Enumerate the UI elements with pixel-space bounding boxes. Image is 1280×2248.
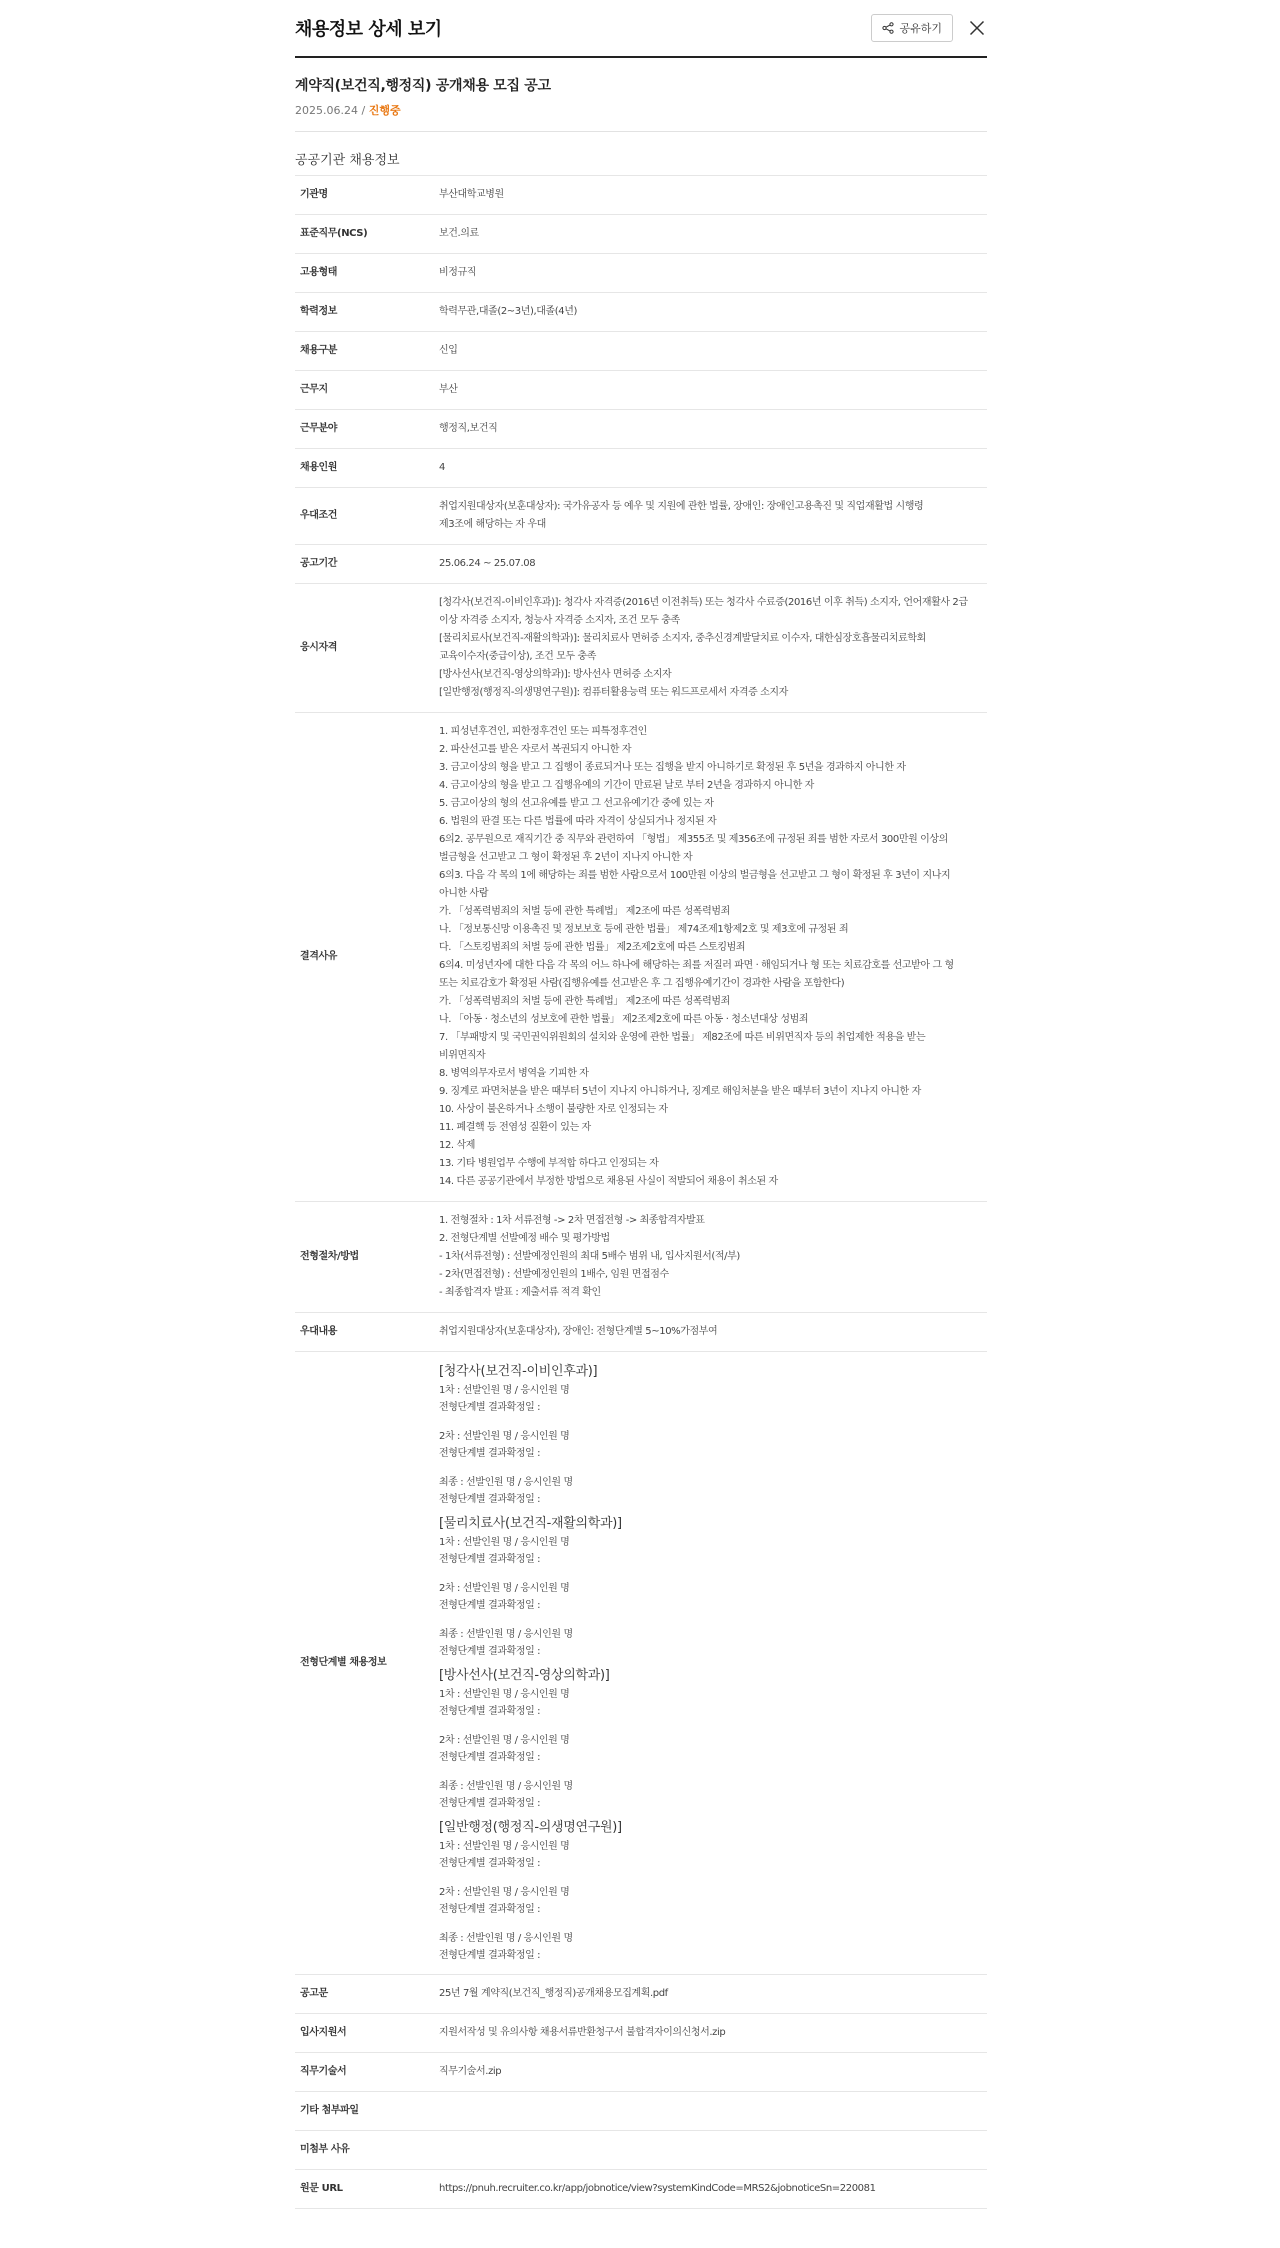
text-line: [물리치료사(보건직-재활의학과)]: 물리치료사 면허증 소지자, 중추신경계발달치료 이수자, 대한심장호흡물리치료학회 (439, 633, 926, 644)
text-line: 아니한 사람 (439, 888, 489, 899)
row-org (295, 176, 987, 215)
text-line: 6의2. 공무원으로 재직기간 중 직무와 관련하여 「형법」 제355조 및 제356조에 규정된 죄를 범한 자로서 300만원 이상의 (439, 834, 948, 845)
row-value: 4 (438, 449, 987, 488)
stage-step-text: 2차 : 선발인원 명 / 응시인원 명 (439, 1583, 570, 1594)
share-label: 공유하기 (899, 22, 942, 35)
text-line: 비위면직자 (439, 1050, 486, 1061)
row-label: 채용구분 (295, 332, 438, 371)
stage-step-text: 전형단계별 결과확정일 : (439, 1646, 541, 1657)
detail-panel (295, 0, 987, 2209)
stage-step-text: 1차 : 선발인원 명 / 응시인원 명 (439, 1841, 570, 1852)
row-label: 직무기술서 (295, 2053, 438, 2092)
row-label: 결격사유 (295, 713, 438, 1202)
text-line: 나. 「정보통신망 이용촉진 및 정보보호 등에 관한 법률」 제74조제1항제2호 및 제3호에 규정된 죄 (439, 924, 849, 935)
row-label: 기타 첨부파일 (295, 2092, 438, 2131)
row-notice-file (295, 1975, 987, 2014)
stage-step-text: 전형단계별 결과확정일 : (439, 1752, 541, 1763)
text-line: 이상 자격증 소지자, 청능사 자격증 소지자, 조건 모두 충족 (439, 615, 680, 626)
row-label: 근무지 (295, 371, 438, 410)
text-line: 5. 금고이상의 형의 선고유예를 받고 그 선고유예기간 중에 있는 자 (439, 798, 714, 809)
stage-heading: [청각사(보건직-이비인후과)] (439, 1364, 598, 1379)
row-value (438, 2092, 987, 2131)
stage-step-text: 1차 : 선발인원 명 / 응시인원 명 (439, 1689, 570, 1700)
text-line: 6의3. 다음 각 목의 1에 해당하는 죄를 범한 사람으로서 100만원 이상의 벌금형을 선고받고 그 형이 확정된 후 3년이 지나지 (439, 870, 951, 881)
stage-step-text: 최종 : 선발인원 명 / 응시인원 명 (439, 1629, 573, 1640)
close-icon (969, 20, 985, 36)
meta-separator: / (357, 104, 369, 117)
row-value: 부산 (438, 371, 987, 410)
stage-step-text: 전형단계별 결과확정일 : (439, 1402, 541, 1413)
stage-gap (439, 1568, 987, 1580)
panel-header (295, 0, 987, 58)
row-label: 기관명 (295, 176, 438, 215)
row-label: 응시자격 (295, 584, 438, 713)
row-url (295, 2170, 987, 2209)
notice-date: 2025.06.24 (295, 104, 358, 117)
text-line: 2. 전형단계별 선발예정 배수 및 평가방법 (439, 1233, 610, 1244)
row-label: 고용형태 (295, 254, 438, 293)
row-label: 우대내용 (295, 1313, 438, 1352)
share-button[interactable] (871, 14, 953, 42)
row-procedure (295, 1202, 987, 1313)
row-application (295, 2014, 987, 2053)
row-label: 입사지원서 (295, 2014, 438, 2053)
row-other-files (295, 2092, 987, 2131)
row-value (438, 2131, 987, 2170)
row-label: 전형절차/방법 (295, 1202, 438, 1313)
status-badge: 진행중 (368, 104, 401, 117)
text-line: 다. 「스토킹범죄의 처벌 등에 관한 법률」 제2조제2호에 따른 스토킹범죄 (439, 942, 746, 953)
text-line: 8. 병역의무자로서 병역을 기피한 자 (439, 1068, 589, 1079)
text-line: 4. 금고이상의 형을 받고 그 집행유예의 기간이 만료된 날로 부터 2년을 경과하지 아니한 자 (439, 780, 814, 791)
row-stages (295, 1352, 987, 1975)
row-label: 채용인원 (295, 449, 438, 488)
text-line: 또는 치료감호가 확정된 사람(집행유예를 선고받은 후 그 집행유예기간이 경과한 사람을 포함한다) (439, 978, 845, 989)
text-line: 13. 기타 병원업무 수행에 부적합 하다고 인정되는 자 (439, 1158, 659, 1169)
stage-step-text: 최종 : 선발인원 명 / 응시인원 명 (439, 1933, 573, 1944)
stage-step-text: 최종 : 선발인원 명 / 응시인원 명 (439, 1781, 573, 1792)
row-value: 행정직,보건직 (438, 410, 987, 449)
stage-step-text: 2차 : 선발인원 명 / 응시인원 명 (439, 1735, 570, 1746)
text-line: [방사선사(보건직-영상의학과)]: 방사선사 면허증 소지자 (439, 669, 672, 680)
text-line: 11. 폐결핵 등 전염성 질환이 있는 자 (439, 1122, 591, 1133)
stage-step-text: 2차 : 선발인원 명 / 응시인원 명 (439, 1431, 570, 1442)
original-url-link[interactable]: https://pnuh.recruiter.co.kr/app/jobnotice/view?systemKindCode=MRS2&jobnoticeSn=220081 (438, 2170, 987, 2209)
text-line: 1. 전형절차 : 1차 서류전형 -> 2차 면접전형 -> 최종합격자발표 (439, 1215, 705, 1226)
close-button[interactable] (967, 18, 987, 38)
stage-step-text: 1차 : 선발인원 명 / 응시인원 명 (439, 1537, 570, 1548)
text-line: 6의4. 미성년자에 대한 다음 각 목의 어느 하나에 해당하는 죄를 저질러 파면 · 해임되거나 형 또는 치료감호를 선고받아 그 형 (439, 960, 954, 971)
stage-gap (439, 1918, 987, 1930)
text-line: 10. 사상이 불온하거나 소행이 불량한 자로 인정되는 자 (439, 1104, 668, 1115)
row-value (438, 488, 987, 545)
stage-step-text: 전형단계별 결과확정일 : (439, 1950, 541, 1961)
stage-step-text: 2차 : 선발인원 명 / 응시인원 명 (439, 1887, 570, 1898)
row-label: 우대조건 (295, 488, 438, 545)
row-benefit (295, 1313, 987, 1352)
text-line: 12. 삭제 (439, 1140, 476, 1151)
text-line: 나. 「아동 · 청소년의 성보호에 관한 법률」 제2조제2호에 따른 아동 · 청소년대상 성범죄 (439, 1014, 809, 1025)
text-line: 14. 다른 공공기관에서 부정한 방법으로 채용된 사실이 적발되어 채용이 취소된 자 (439, 1176, 778, 1187)
text-line: 교육이수자(중급이상), 조건 모두 충족 (439, 651, 597, 662)
stage-gap (439, 1872, 987, 1884)
text-line: 6. 법원의 판결 또는 다른 법률에 따라 자격이 상실되거나 정지된 자 (439, 816, 717, 827)
row-location (295, 371, 987, 410)
text-line: - 1차(서류전형) : 선발예정인원의 최대 5배수 범위 내, 입사지원서(적/부) (439, 1251, 740, 1262)
row-employment (295, 254, 987, 293)
text-line: 가. 「성폭력범죄의 처벌 등에 관한 특례법」 제2조에 따른 성폭력범죄 (439, 906, 730, 917)
stage-step-text: 전형단계별 결과확정일 : (439, 1798, 541, 1809)
row-value: 25.06.24 ~ 25.07.08 (438, 545, 987, 584)
row-label: 전형단계별 채용정보 (295, 1352, 438, 1975)
application-file-link[interactable]: 지원서작성 및 유의사항 채용서류반환청구서 불합격자이의신청서.zip (438, 2014, 987, 2053)
row-value: 취업지원대상자(보훈대상자), 장애인: 전형단계별 5~10%가점부여 (438, 1313, 987, 1352)
stages-value (438, 1352, 987, 1975)
row-label: 표준직무(NCS) (295, 215, 438, 254)
row-value: 비정규직 (438, 254, 987, 293)
row-label: 공고기간 (295, 545, 438, 584)
stage-step-text: 전형단계별 결과확정일 : (439, 1600, 541, 1611)
row-value (438, 713, 987, 1202)
row-label: 미첨부 사유 (295, 2131, 438, 2170)
stage-step-text: 전형단계별 결과확정일 : (439, 1448, 541, 1459)
stage-step-text: 전형단계별 결과확정일 : (439, 1494, 541, 1505)
text-line: 1. 피성년후견인, 피한정후견인 또는 피특정후견인 (439, 726, 647, 737)
header-actions (871, 14, 987, 42)
share-icon (882, 22, 894, 34)
notice-file-link[interactable]: 25년 7월 계약직(보건직_행정직)공개채용모집계획.pdf (438, 1975, 987, 2014)
row-education (295, 293, 987, 332)
stage-gap (439, 1720, 987, 1732)
row-period (295, 545, 987, 584)
text-line: 7. 「부패방지 및 국민권익위원회의 설치와 운영에 관한 법률」 제82조에 따른 비위면직자 등의 취업제한 적용을 받는 (439, 1032, 926, 1043)
row-reason (295, 2131, 987, 2170)
row-label: 근무분야 (295, 410, 438, 449)
stage-step-text: 최종 : 선발인원 명 / 응시인원 명 (439, 1477, 573, 1488)
stage-step-text: 전형단계별 결과확정일 : (439, 1554, 541, 1565)
row-value: 보건.의료 (438, 215, 987, 254)
panel-title: 채용정보 상세 보기 (295, 19, 442, 40)
text-line: 2. 파산선고를 받은 자로서 복권되지 아니한 자 (439, 744, 632, 755)
text-line: [일반행정(행정직-의생명연구원)]: 컴퓨터활용능력 또는 워드프로세서 자격증 소지자 (439, 687, 788, 698)
row-hire-type (295, 332, 987, 371)
notice-meta (295, 102, 987, 118)
row-label: 학력정보 (295, 293, 438, 332)
row-label: 원문 URL (295, 2170, 438, 2209)
text-line: 벌금형을 선고받고 그 형이 확정된 후 2년이 지나지 아니한 자 (439, 852, 693, 863)
text-line: 가. 「성폭력범죄의 처벌 등에 관한 특례법」 제2조에 따른 성폭력범죄 (439, 996, 730, 1007)
row-value: 부산대학교병원 (438, 176, 987, 215)
row-qualification (295, 584, 987, 713)
row-value: 신입 (438, 332, 987, 371)
row-job-desc (295, 2053, 987, 2092)
row-value (438, 1202, 987, 1313)
stage-step-text: 전형단계별 결과확정일 : (439, 1858, 541, 1869)
row-field (295, 410, 987, 449)
row-value (438, 584, 987, 713)
text-line: - 최종합격자 발표 : 제출서류 적격 확인 (439, 1287, 601, 1298)
row-headcount (295, 449, 987, 488)
stage-gap (439, 1614, 987, 1626)
text-line: - 2차(면접전형) : 선발예정인원의 1배수, 임원 면접점수 (439, 1269, 669, 1280)
stage-gap (439, 1462, 987, 1474)
divider (295, 131, 987, 132)
row-disqualification (295, 713, 987, 1202)
row-label: 공고문 (295, 1975, 438, 2014)
stage-step-text: 1차 : 선발인원 명 / 응시인원 명 (439, 1385, 570, 1396)
job-desc-file-link[interactable]: 직무기술서.zip (438, 2053, 987, 2092)
text-line: 제3조에 해당하는 자 우대 (439, 519, 546, 530)
stage-step-text: 전형단계별 결과확정일 : (439, 1904, 541, 1915)
stage-heading: [물리치료사(보건직-재활의학과)] (439, 1516, 622, 1531)
info-table (295, 175, 987, 2209)
row-preference (295, 488, 987, 545)
stage-step-text: 전형단계별 결과확정일 : (439, 1706, 541, 1717)
text-line: 3. 금고이상의 형을 받고 그 집행이 종료되거나 또는 집행을 받지 아니하기로 확정된 후 5년을 경과하지 아니한 자 (439, 762, 906, 773)
stage-heading: [방사선사(보건직-영상의학과)] (439, 1668, 610, 1683)
text-line: 취업지원대상자(보훈대상자): 국가유공자 등 예우 및 지원에 관한 법률, 장애인: 장애인고용촉진 및 직업재활법 시행령 (439, 501, 924, 512)
notice-title: 계약직(보건직,행정직) 공개채용 모집 공고 (295, 78, 551, 94)
text-line: [청각사(보건직-이비인후과)]: 청각사 자격증(2016년 이전취득) 또는 청각사 수료증(2016년 이후 취득) 소지자, 언어재활사 2급 (439, 597, 968, 608)
row-value: 학력무관,대졸(2~3년),대졸(4년) (438, 293, 987, 332)
section-title: 공공기관 채용정보 (295, 153, 400, 168)
text-line: 9. 징계로 파면처분을 받은 때부터 5년이 지나지 아니하거나, 징계로 해임처분을 받은 때부터 3년이 지나지 아니한 자 (439, 1086, 921, 1097)
stage-gap (439, 1416, 987, 1428)
row-ncs (295, 215, 987, 254)
stage-gap (439, 1766, 987, 1778)
stage-heading: [일반행정(행정직-의생명연구원)] (439, 1820, 622, 1835)
